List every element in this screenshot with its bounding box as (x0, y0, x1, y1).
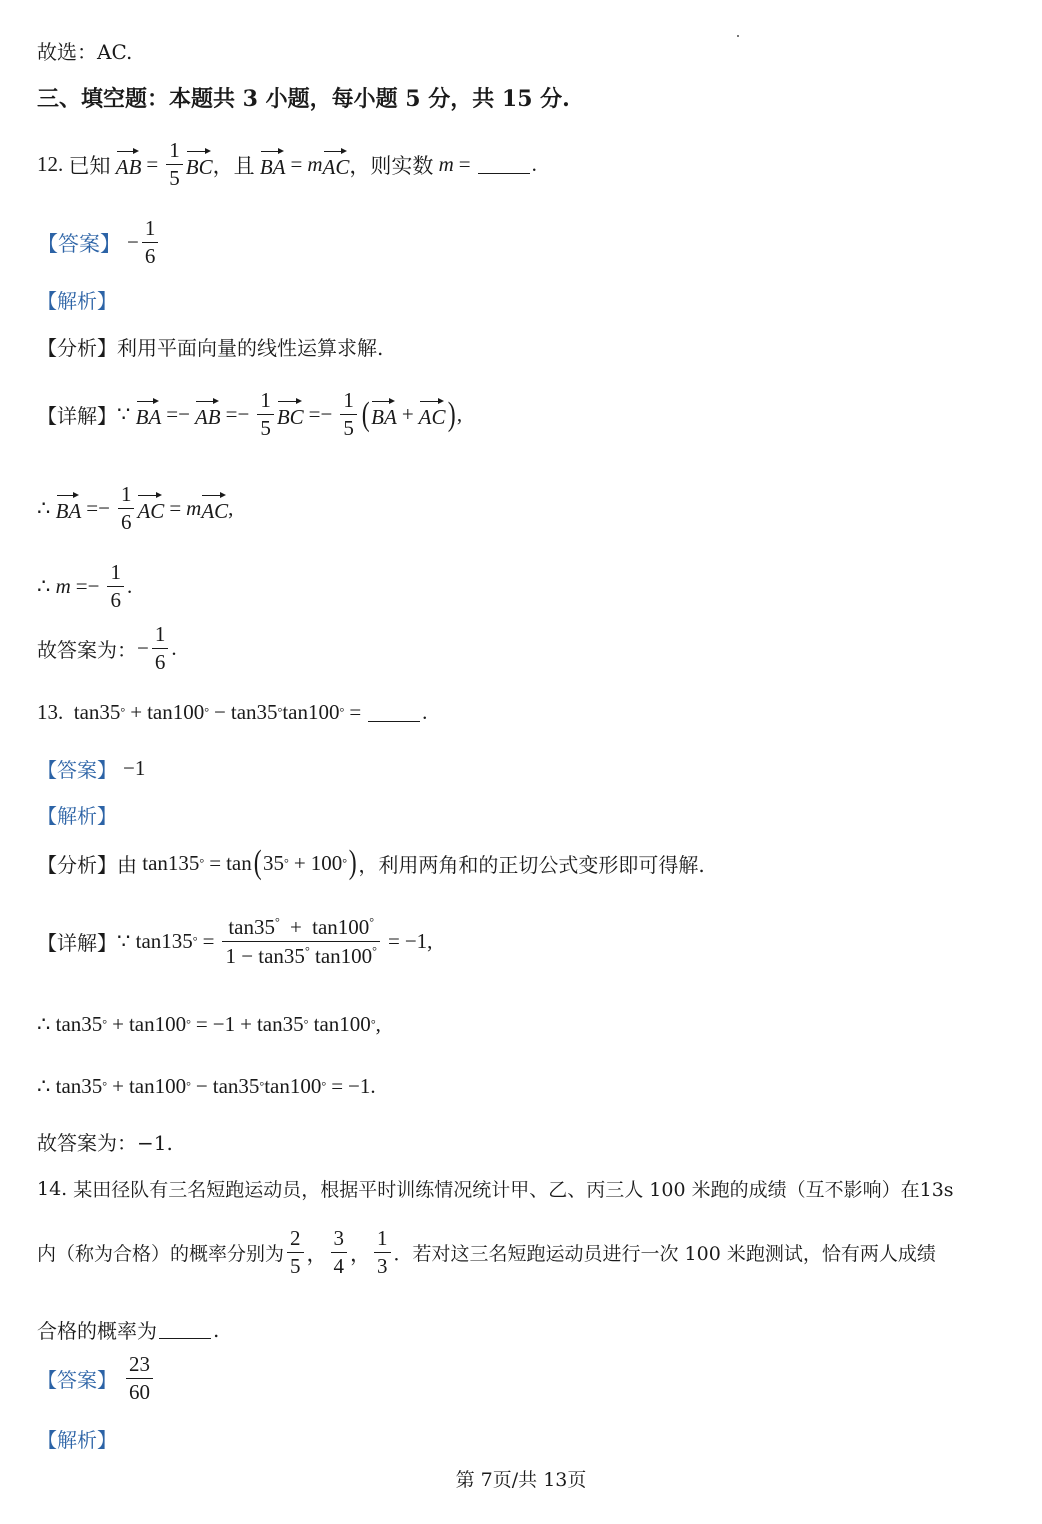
tan35: tan35 (55, 1012, 103, 1036)
q12-step2: ∴ BA =− $\frac{1}{6}$ AC = m AC , (37, 482, 234, 534)
num-35: 35 (263, 850, 285, 875)
var-m: m (186, 496, 202, 520)
q12-answer (37, 218, 161, 267)
tan135: tan135 (135, 929, 193, 953)
q14-line2: 内（称为合格）的概率分别为 $\frac{2}{5}$ ， $\frac{3}{4}$ ， $\frac{1}{3}$ ．若对这三名短跑运动员进行一次 100 米跑测试，恰有两人成绩 (37, 1226, 936, 1278)
answer-tag: 【答案】 (37, 1368, 117, 1392)
previous-answer: 故选：AC. (37, 40, 133, 64)
equals-sign: = (202, 929, 215, 953)
tan135: tan135 (142, 850, 200, 875)
degree: ° (370, 1017, 376, 1031)
answer-blank (478, 155, 530, 174)
answer-tag: 【答案】 (37, 758, 117, 782)
var-m: m (438, 152, 454, 176)
degree: ° (277, 705, 283, 719)
q12-final: 故答案为： − $\frac{1}{6}$ . (37, 622, 177, 674)
left-paren: ( (253, 844, 262, 881)
one: 1 (225, 944, 236, 968)
q12-step3: ∴ m =− $\frac{1}{6}$ . (37, 560, 133, 612)
prob-fraction-1 (287, 1228, 304, 1277)
q12-number: 12. (37, 152, 64, 176)
tan100: tan100 (282, 700, 340, 724)
equals-sign: = (209, 850, 222, 875)
denominator: 6 (142, 242, 159, 267)
q14-analysis-tag (37, 1424, 123, 1453)
numerator: 1 (120, 482, 132, 506)
numerator: 1 (260, 388, 271, 412)
vector-ac: AC (419, 400, 446, 430)
tan35: tan35 (55, 1074, 103, 1098)
page-footer (0, 1465, 1042, 1492)
analysis-tag: 【解析】 (37, 289, 117, 313)
plus-sign: + (130, 700, 143, 724)
numerator: 1 (154, 622, 166, 646)
q14-line1 (37, 1175, 954, 1202)
numerator: 23 (129, 1352, 150, 1376)
numerator: 1 (110, 560, 121, 584)
section-header-text: 三、填空题：本题共 3 小题，每小题 5 分，共 15 分. (37, 86, 570, 112)
tan100: tan100 (128, 1012, 187, 1036)
fraction-one-fifth (166, 140, 183, 189)
fenxi-tag: 【分析】 (37, 852, 117, 877)
numerator: 1 (169, 138, 180, 162)
therefore-symbol: ∴ (37, 496, 56, 520)
q14-line3-text: 合格的概率为 (37, 1319, 157, 1343)
q13-analysis-tag (37, 800, 123, 829)
numerator (225, 916, 377, 941)
tan35: tan35 (258, 944, 305, 968)
page-number: 第 7页/共 13页 (455, 1469, 587, 1491)
vector-ab: AB (116, 150, 142, 180)
equals-sign: = (146, 152, 159, 176)
tan-word: tan (226, 850, 252, 875)
fraction-one-fifth (340, 390, 357, 439)
minus-sign: − (241, 944, 254, 968)
vector-ba: BA (371, 400, 397, 430)
q12-then: ，则实数 (349, 153, 434, 178)
answer-fraction (142, 218, 159, 267)
plus-sign: + (401, 402, 414, 426)
q13-step2: ∴ tan35 ° + tan100 ° = −1 + tan35 ° tan100 ° , (37, 1012, 381, 1036)
numerator: 2 (290, 1226, 301, 1250)
denominator: 5 (257, 414, 274, 439)
fenxi-pre: 由 (117, 852, 137, 877)
degree: ° (303, 1017, 309, 1031)
prob-fraction-3 (374, 1228, 391, 1277)
equals-sign: = (290, 152, 303, 176)
degree: ° (259, 1079, 265, 1093)
right-paren: ) (348, 844, 357, 881)
tan100: tan100 (315, 944, 373, 968)
tan35: tan35 (256, 1012, 304, 1036)
fraction-one-sixth (118, 484, 135, 533)
q14-line2-pre: 内（称为合格）的概率分别为 (37, 1243, 285, 1265)
plus-sign: + (290, 915, 302, 939)
q12-stem: 12. 已知 AB = $\frac{1}{5}$ BC ，且 BA = m AC ，则实数 m = . (37, 138, 537, 190)
minus-sign: − (214, 700, 226, 724)
q13-xiangjie: 【详解】 ∵ tan135 ° = $\frac{\tan 35^\circ + \tan 100^\circ}{1 - \tan 35^\circ \tan 100^\circ}$ = −1 , (37, 915, 433, 968)
q12-known: 已知 (68, 153, 111, 178)
fraction-one-fifth (257, 390, 274, 439)
degree: ° (339, 705, 345, 719)
degree: ° (321, 1079, 327, 1093)
minus-sign: − (137, 636, 149, 660)
q14-line3: 合格的概率为 . (37, 1315, 219, 1344)
equals-sign: =− (75, 574, 100, 598)
var-m: m (307, 152, 323, 176)
denominator: 5 (340, 414, 357, 439)
denominator (222, 941, 380, 967)
q14-line1-text: 某田径队有三名短跑运动员，根据平时训练情况统计甲、乙、丙三人 100 米跑的成绩（互不影响）在13s (73, 1179, 954, 1201)
denominator: 6 (118, 508, 135, 533)
minus-sign: − (127, 230, 139, 254)
q13-step3: ∴ tan35 ° + tan100 ° − tan35 ° tan100 ° = −1 . (37, 1074, 376, 1098)
q13-stem: 13. tan35 ° + tan100 ° − tan35 ° tan100 ° = . (37, 700, 428, 724)
equals-sign: = (195, 1012, 208, 1036)
degree: ° (199, 855, 205, 870)
numerator: 1 (144, 216, 156, 240)
equals-sign: =− (308, 402, 333, 426)
speck (737, 35, 739, 37)
final-prefix: 故答案为： (37, 638, 137, 662)
tan100: tan100 (128, 1074, 187, 1098)
degree: ° (204, 705, 210, 719)
degree: ° (120, 705, 126, 719)
prob-fraction-2 (331, 1228, 348, 1277)
q12-xiangjie: 【详解】 ∵ BA =− AB =− $\frac{1}{5}$ BC =− $\frac{1}{5}$ ( BA + AC ) , (37, 388, 463, 440)
degree: ° (284, 855, 289, 870)
fenxi-text: 利用平面向量的线性运算求解. (117, 336, 384, 360)
equals-sign: = (458, 152, 471, 176)
left-paren: ( (361, 395, 370, 433)
degree: ° (102, 1017, 108, 1031)
degree: ° (372, 944, 377, 958)
answer-blank (368, 703, 420, 722)
numerator: 3 (333, 1226, 345, 1250)
neg-one: −1 (404, 929, 428, 953)
q13-answer (37, 754, 145, 783)
therefore-symbol: ∴ (37, 1012, 56, 1036)
tan35: tan35 (73, 700, 121, 724)
q12-analysis-tag (37, 285, 123, 314)
therefore-symbol: ∴ (37, 574, 56, 598)
numerator: 1 (343, 388, 354, 412)
right-paren: ) (447, 395, 456, 433)
fraction-one-sixth (107, 562, 124, 611)
q13-fenxi (37, 846, 705, 880)
tan100: tan100 (313, 1012, 371, 1036)
fraction-one-sixth (152, 624, 169, 673)
previous-answer-line (37, 36, 132, 65)
denominator: 6 (107, 586, 124, 611)
vector-ba: BA (56, 494, 82, 524)
equals-sign: = (387, 929, 400, 953)
denominator: 4 (331, 1252, 348, 1277)
neg-one: −1 (212, 1012, 236, 1036)
numerator: 1 (377, 1226, 388, 1250)
denominator: 3 (374, 1252, 391, 1277)
degree: ° (274, 915, 280, 929)
answer-tag: 【答案】 (37, 231, 121, 256)
denominator: 6 (152, 648, 169, 673)
analysis-tag: 【解析】 (37, 804, 117, 828)
tan100: tan100 (264, 1074, 322, 1098)
q13-number: 13. (37, 700, 64, 724)
answer-fraction (126, 1354, 153, 1403)
degree: ° (186, 1079, 191, 1093)
answer-blank (159, 1320, 211, 1339)
vector-ab: AB (195, 400, 221, 430)
plus-sign: + (112, 1074, 124, 1098)
minus-sign: − (195, 1074, 208, 1098)
vector-ac: AC (137, 494, 164, 524)
q12-and: ，且 (212, 153, 255, 178)
degree: ° (102, 1079, 108, 1093)
vector-ba: BA (136, 400, 162, 430)
denominator: 5 (287, 1252, 304, 1277)
xiangjie-tag: 【详解】 (37, 404, 117, 428)
plus-sign: + (112, 1012, 124, 1036)
section-header (37, 82, 570, 113)
q13-final-text: 故答案为：−1. (37, 1131, 173, 1155)
equals-sign: =− (86, 496, 110, 520)
q12-fenxi (37, 332, 383, 361)
denominator: 5 (166, 164, 183, 189)
equals-sign: =− (166, 402, 190, 426)
equals-sign: = (349, 700, 362, 724)
vector-bc: BC (186, 150, 213, 180)
degree: ° (342, 855, 348, 870)
vector-ac: AC (323, 150, 350, 180)
equals-sign: = (169, 496, 182, 520)
q14-answer (37, 1354, 156, 1403)
q13-final (37, 1127, 173, 1156)
because-symbol: ∵ (117, 929, 136, 953)
vector-ba: BA (260, 150, 286, 180)
plus-sign: + (240, 1012, 252, 1036)
tan-sum-fraction (222, 916, 380, 967)
q14-number: 14. (37, 1177, 68, 1200)
num-100: 100 (310, 850, 343, 875)
q13-answer-value: −1 (123, 756, 146, 780)
denominator: 60 (126, 1378, 153, 1403)
degree: ° (369, 915, 375, 929)
plus-sign: + (293, 850, 306, 875)
analysis-tag: 【解析】 (37, 1428, 117, 1452)
vector-ac: AC (201, 494, 228, 524)
because-symbol: ∵ (117, 402, 136, 426)
degree: ° (304, 944, 310, 958)
degree: ° (192, 934, 198, 948)
tan35: tan35 (212, 1074, 260, 1098)
neg-one: −1 (348, 1074, 371, 1098)
fenxi-post: ，利用两角和的正切公式变形即可得解. (358, 852, 705, 877)
var-m: m (55, 574, 71, 598)
tan35: tan35 (230, 700, 278, 724)
tan35: tan35 (228, 915, 275, 939)
therefore-symbol: ∴ (37, 1074, 56, 1098)
fenxi-tag: 【分析】 (37, 336, 117, 360)
degree: ° (186, 1017, 191, 1031)
q14-line2-post: ．若对这三名短跑运动员进行一次 100 米跑测试，恰有两人成绩 (393, 1243, 936, 1265)
tan100: tan100 (147, 700, 205, 724)
vector-bc: BC (277, 400, 304, 430)
equals-sign: =− (225, 402, 250, 426)
tan100: tan100 (312, 915, 370, 939)
xiangjie-tag: 【详解】 (37, 931, 117, 955)
equals-sign: = (331, 1074, 344, 1098)
